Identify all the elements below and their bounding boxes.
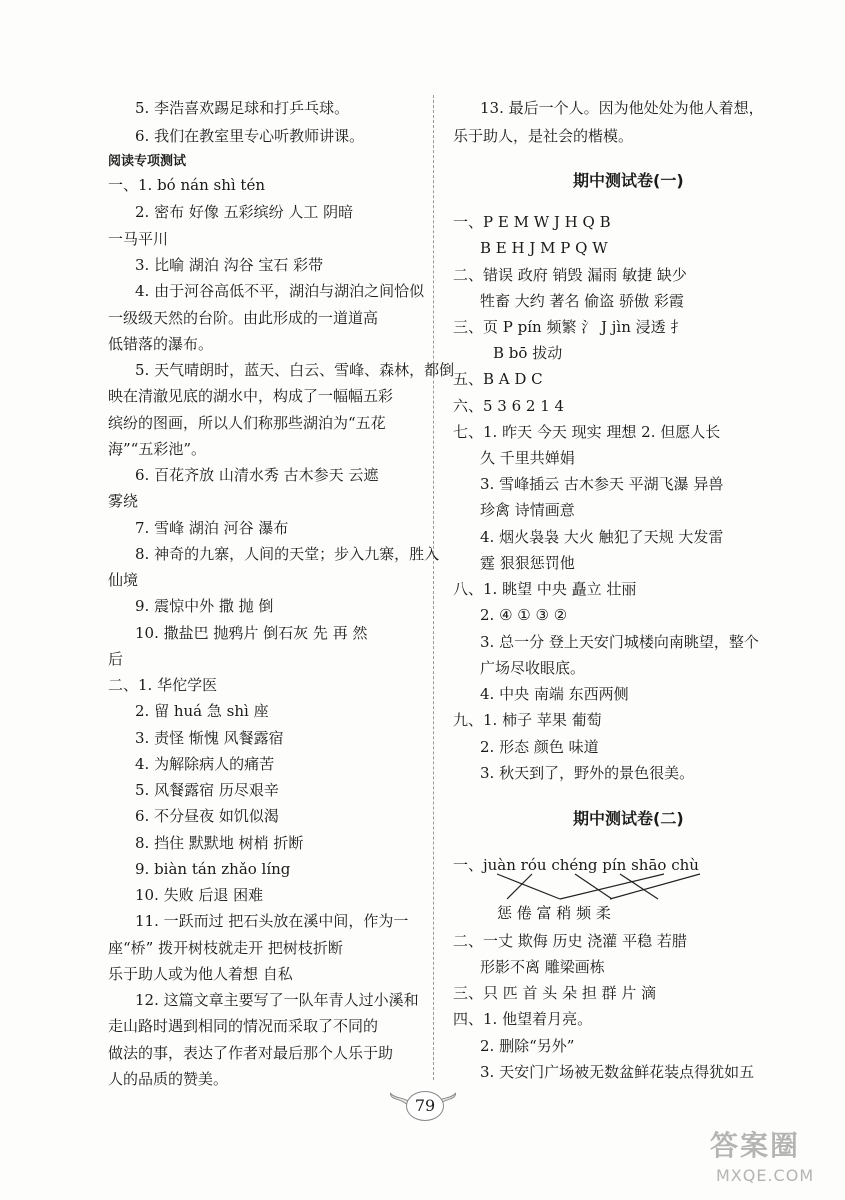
- answer-line: 五、B A D C: [453, 370, 543, 388]
- answer-line: 海”“五彩池”。: [108, 440, 207, 458]
- answer-line: 一、P E M W J H Q B: [453, 213, 611, 231]
- answer-line: 3. 雪峰插云 古木参天 平湖飞瀑 异兽: [480, 475, 724, 493]
- answer-line: 10. 撒盐巴 抛鸦片 倒石灰 先 再 然: [135, 624, 368, 642]
- answer-line: 12. 这篇文章主要写了一队年青人过小溪和: [135, 991, 419, 1009]
- answer-line: 二、一丈 欺侮 历史 浇灌 平稳 若腊: [453, 932, 687, 950]
- answer-line: B E H J M P Q W: [480, 239, 608, 257]
- answer-line: 9. 震惊中外 撒 抛 倒: [135, 597, 274, 615]
- watermark: 答案圈 MXQE.COM: [710, 1129, 815, 1185]
- section-title: 期中测试卷(二): [573, 809, 684, 828]
- answer-line: 2. 形态 颜色 味道: [480, 738, 599, 756]
- answer-line: 4. 中央 南端 东西两侧: [480, 685, 629, 703]
- answer-line: 一、1. bó nán shì tén: [108, 176, 266, 194]
- answer-line: 雾绕: [108, 492, 139, 510]
- section-title: 期中测试卷(一): [573, 171, 684, 190]
- answer-line: 2. 密布 好像 五彩缤纷 人工 阴暗: [135, 203, 354, 221]
- answer-line: 6. 百花齐放 山清水秀 古木参天 云遮: [135, 466, 379, 484]
- answer-line: 三、页 P pín 频繁 氵 J jìn 浸透 扌: [453, 318, 686, 336]
- answer-line: 八、1. 眺望 中央 矗立 壮丽: [453, 580, 637, 598]
- answer-line: 映在清澈见底的湖水中，构成了一幅幅五彩: [108, 387, 394, 405]
- answer-line: 乐于助人，是社会的楷模。: [453, 127, 634, 145]
- answer-line: 3. 比喻 湖泊 沟谷 宝石 彩带: [135, 256, 324, 274]
- answer-line: 10. 失败 后退 困难: [135, 886, 264, 904]
- answer-line: 广场尽收眼底。: [480, 659, 586, 677]
- answer-line: 8. 挡住 默默地 树梢 折断: [135, 834, 304, 852]
- answer-line: 13. 最后一个人。因为他处处为他人着想，: [480, 99, 764, 117]
- answer-line: 四、1. 他望着月亮。: [453, 1010, 593, 1028]
- answer-line: 3. 秋天到了，野外的景色很美。: [480, 764, 695, 782]
- answer-line: 4. 为解除病人的痛苦: [135, 755, 275, 773]
- answer-line: 九、1. 柿子 苹果 葡萄: [453, 711, 602, 729]
- answer-line: 5. 李浩喜欢踢足球和打乒乓球。: [135, 99, 350, 117]
- answer-line: 做法的事，表达了作者对最后那个人乐于助: [108, 1044, 394, 1062]
- answer-line: 5. 天气晴朗时，蓝天、白云、雪峰、森林，都倒: [135, 361, 455, 379]
- section-heading: 阅读专项测试: [108, 154, 187, 169]
- answer-line: 2. 留 huá 急 shì 座: [135, 702, 269, 720]
- answer-line: 6. 我们在教室里专心听教师讲课。: [135, 127, 365, 145]
- answer-line: 一马平川: [108, 230, 169, 248]
- answer-line: 2. 删除“另外”: [480, 1037, 575, 1055]
- answer-line: 7. 雪峰 湖泊 河谷 瀑布: [135, 519, 289, 537]
- answer-line: 座“桥” 拨开树枝就走开 把树枝折断: [108, 939, 343, 957]
- answer-line: 仙境: [108, 571, 139, 589]
- answer-line: 久 千里共婵娟: [480, 449, 575, 467]
- answer-line: 惩 倦 富 稍 频 柔: [497, 904, 611, 922]
- answer-line: 8. 神奇的九寨，人间的天堂；步入九寨，胜入: [135, 545, 440, 563]
- answer-line: 5. 风餐露宿 历尽艰辛: [135, 781, 279, 799]
- answer-line: 11. 一跃而过 把石头放在溪中间，作为一: [135, 912, 409, 930]
- answer-line: 2. ④ ① ③ ②: [480, 606, 568, 624]
- answer-line: 牲畜 大约 著名 偷盗 骄傲 彩霞: [480, 292, 684, 310]
- answer-line: 形影不离 雕梁画栋: [480, 958, 605, 976]
- answer-line: 七、1. 昨天 今天 现实 理想 2. 但愿人长: [453, 423, 721, 441]
- answer-line: 人的品质的赞美。: [108, 1070, 229, 1088]
- answer-line: B bō 拔动: [493, 344, 563, 362]
- answer-line: 6. 不分昼夜 如饥似渴: [135, 807, 279, 825]
- answer-line: 后: [108, 650, 124, 668]
- answer-line: 六、5 3 6 2 1 4: [453, 397, 565, 415]
- answer-line: 4. 烟火袅袅 大火 触犯了天规 大发雷: [480, 528, 724, 546]
- answer-line: 3. 责怪 惭愧 风餐露宿: [135, 729, 284, 747]
- answer-line: 低错落的瀑布。: [108, 335, 214, 353]
- answer-line: 乐于助人或为他人着想 自私: [108, 965, 293, 983]
- page-number: [390, 1085, 456, 1129]
- answer-line: 4. 由于河谷高低不平，湖泊与湖泊之间恰似: [135, 282, 425, 300]
- answer-line: 3. 天安门广场被无数盆鲜花装点得犹如五: [480, 1063, 755, 1081]
- answer-line: 珍禽 诗情画意: [480, 501, 575, 519]
- page-number-badge: 79: [406, 1091, 444, 1121]
- answer-line: 二、错误 政府 销毁 漏雨 敏捷 缺少: [453, 266, 687, 284]
- answer-line: 二、1. 华佗学医: [108, 676, 218, 694]
- answer-line: 一、juàn róu chéng pín shāo chù: [453, 856, 699, 874]
- answer-line: 缤纷的图画，所以人们称那些湖泊为“五花: [108, 414, 386, 432]
- answer-line: 9. biàn tán zhǎo líng: [135, 860, 291, 878]
- answer-line: 一级级天然的台阶。由此形成的一道道高: [108, 309, 379, 327]
- answer-line: 霆 狠狠惩罚他: [480, 554, 575, 572]
- answer-line: 三、只 匹 首 头 朵 担 群 片 滴: [453, 984, 657, 1002]
- answer-line: 3. 总一分 登上天安门城楼向南眺望，整个: [480, 633, 759, 651]
- answer-line: 走山路时遇到相同的情况而采取了不同的: [108, 1017, 379, 1035]
